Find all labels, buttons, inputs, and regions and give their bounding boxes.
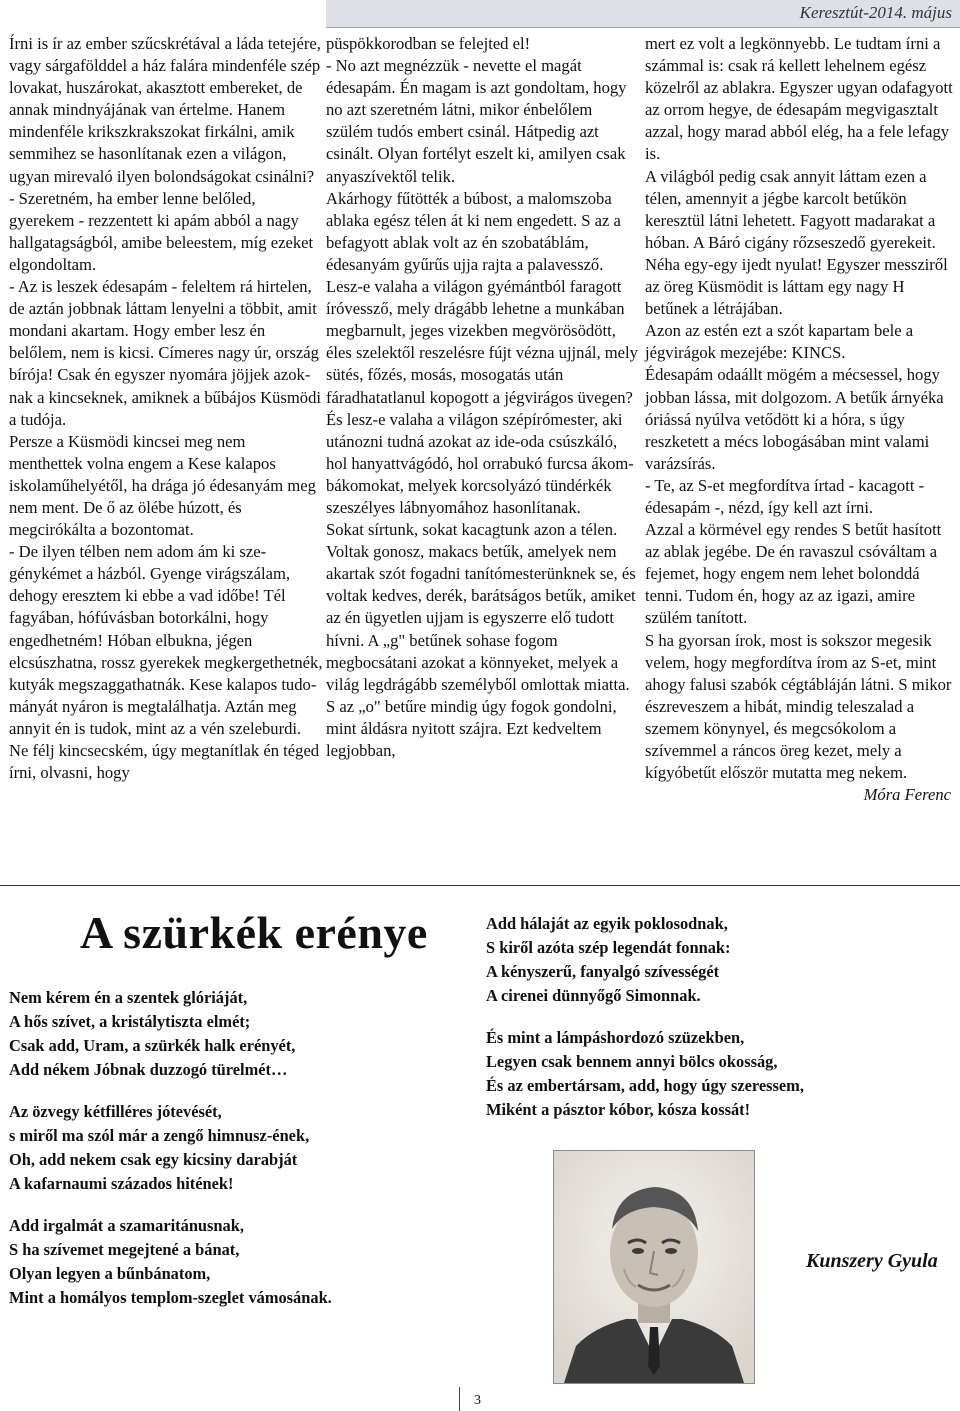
header-bar — [326, 0, 960, 28]
paragraph: Édesapám odaállt mögém a mécsessel, hogy jobban lássa, mit dolgozom. A betűk árnyéka óriássá nyúlva vetődött ki a hóra, s úgy reszketett a mécs lobogásában mint valami varázsírás. — [645, 365, 944, 473]
poem-title: A szürkék erénye — [80, 907, 428, 958]
paragraph: Akárhogy fűtötték a búbost, a malomszoba ablaka egész télen át ki nem engedett. S az a befagyott ablak volt az én szobatáblám, édesanyám gyűrűs ujja rajta a palavessző. Lesz-e valaha a világon gyémántból faragott íróvessző, mely drágább lehetne a munkában megbarnult, jeges vizekben megvörösödött, éles szelektől reszelésre fújt vézna ujjnál, mely sütés, főzés, mosás, mosogatás után fáradhatatlanul kopogott a jégvirágos üvegen? És lesz-e valaha a világon szépírómester, aki utánozni tudná azokat az ide-oda csúszkáló, hol hanyattvágódó, hol orrabukó furcsa ákom-bákomokat, melyek korcsolyázó tündérkék szeszélyes lábnyomához hasonlítanak. — [326, 188, 638, 517]
poem-line: s miről ma szól már a zengő himnusz-ének, — [9, 1126, 310, 1145]
issue-label: Keresztút-2014. május — [799, 3, 952, 22]
paragraph: A világból pedig csak annyit láttam ezen a télen, amennyit a jégbe karcolt betűkön keresztül látni lehetett. Fagyott madarakat a hóban. A Báró cigány rőzseszedő gyerekeit. Néha egy-egy ijedt nyulat! Egyszer messziről az öreg Küsmödit is láttam egy nagy H betűnek a létrájában. — [645, 166, 948, 319]
poem-line: Mint a homályos templom-szeglet vámosának. — [9, 1288, 332, 1307]
poem-right-column — [486, 912, 956, 1140]
paragraph: S ha gyorsan írok, most is sokszor megesik velem, hogy megfordítva írom az S-et, mint ahogy falusi szabók cégtábláján látni. S mikor észreveszem a hibát, mindig teleszalad a szemem könynyel, és megcsókolom a szívemmel a ráncos öreg kezet, mely a kígyóbetűt először mutatta meg nekem. — [645, 630, 952, 783]
paragraph: Persze a Küsmödi kincsei meg nem menthettek volna engem a Kese kalapos iskolaműhelyétől, ha drága jó édesanyám meg nem ment. De ő az ölébe húzott, és megcirókálta a bozontomat. — [9, 431, 316, 540]
paragraph: Sokat sírtunk, sokat kacagtunk azon a télen. Voltak gonosz, makacs betűk, amelyek nem akartak szót fogadni tanítómesterünknek se, és voltak kedves, derék, barátságos betűk, amiket az én ügyetlen ujjam is egyszerre elő tudott hívni. A „g" betűnek sohase fogom megbocsátani azokat a könnyeket, melyek a világ legdrágább személyből omlottak miatta. S az „o" betűre mindig úgy fogok gondolni, mint áldásra nyitott szájra. Ezt kedveltem legjobban, — [326, 520, 636, 760]
paragraph: mert ez volt a legkönnyebb. Le tudtam írni a számmal is: csak rá kellett lehelnem egész közelről az ablakra. Egyszer ugyan odafagyott az orrom hegye, de édesapám megvigasztalt azzal, hogy marad abból elég, ha a fele lefagy is. — [645, 34, 953, 164]
poem-line: Add nékem Jóbnak duzzogó türelmét… — [9, 1060, 288, 1079]
section-divider — [0, 885, 960, 886]
poem-line: Az özvegy kétfilléres jótevését, — [9, 1102, 222, 1121]
poem-line: S ha szívemet megejtené a bánat, — [9, 1240, 240, 1259]
article-signature: Móra Ferenc — [863, 785, 951, 805]
poem-line: S kiről azóta szép legendát fonnak: — [486, 938, 731, 957]
article-column-2 — [326, 33, 638, 762]
poet-portrait-photo — [553, 1150, 755, 1384]
article-column-3 — [645, 33, 955, 806]
poem-line: Nem kérem én a szentek glóriáját, — [9, 988, 248, 1007]
poem-line: A cirenei dünnyőgő Simonnak. — [486, 986, 701, 1005]
poem-stanza — [486, 912, 956, 1008]
poem-line: Add hálaját az egyik poklosodnak, — [486, 914, 728, 933]
poem-line: A kényszerű, fanyalgó szívességét — [486, 962, 720, 981]
paragraph: Írni is ír az ember szűcskrétával a láda tetejére, vagy sárgafölddel a ház falára mindenféle szép lovakat, huszárokat, akasztott embereket, de annak mindnyájának van értelme. Hanem mindenféle krikszkrakszokat firkálni, amik semmihez se hasonlítanak ezen a világon, ugyan mirevaló ilyen bolondságokat csinálni? — [9, 34, 321, 186]
poem-line: Olyan legyen a bűnbánatom, — [9, 1264, 211, 1283]
paragraph: Azon az estén ezt a szót kapartam bele a jégvirágok mezejébe: KINCS. — [645, 321, 914, 363]
poem-line: Miként a pásztor kóbor, kósza kossát! — [486, 1100, 751, 1119]
paragraph: - Az is leszek édesapám - feleltem rá hirtelen, de aztán jobbnak láttam lenyelni a többit, amit mondani akartam. Hogy ember lesz én belőlem, nem is kicsi. Címeres nagy úr, ország bírója! Csak én egyszer nyomára jöjjek azoknak a kincseknek, amiknek a bűbájos Küsmödi a tudója. — [9, 277, 321, 429]
poem-line: És az embertársam, add, hogy úgy szeressem, — [486, 1076, 804, 1095]
poem-stanza — [9, 986, 479, 1082]
poem-line: Oh, add nekem csak egy kicsiny darabját — [9, 1150, 298, 1169]
portrait-illustration — [554, 1151, 754, 1383]
page-number-rule — [459, 1387, 460, 1411]
paragraph: - No azt megnézzük - nevette el magát édesapám. Én magam is azt gondoltam, hogy no azt szeretném látni, mikor énbelőlem szülém tudós embert csinál. Hátpedig azt csinált. Olyan fortélyt eszelt ki, amilyen csak anyaszívektől telik. — [326, 56, 627, 186]
poem-stanza — [9, 1214, 479, 1310]
poem-line: A hős szívet, a kristálytiszta elmét; — [9, 1012, 251, 1031]
poem-line: Add irgalmát a szamaritánusnak, — [9, 1216, 244, 1235]
poem-line: Legyen csak bennem annyi bölcs okosság, — [486, 1052, 778, 1071]
paragraph: - Szeretném, ha ember lenne belőled, gyerekem - rezzentett ki apám abból a nagy hallgatagságból, amibe beleestem, míg ezeket elgondoltam. — [9, 188, 314, 274]
paragraph: - Te, az S-et megfordítva írtad - kacagott - édesapám -, nézd, így kell azt írni. — [645, 475, 925, 517]
page-number: 3 — [474, 1393, 481, 1408]
paragraph: püspökkorodban se felejted el! — [326, 34, 531, 53]
paragraph: Azzal a körmével egy rendes S betűt hasított az ablak jegébe. De én ravaszul csóváltam a fejemet, hogy engem nem lehet bolonddá tenni. Tudom én, hogy az az igazi, amire szülém tanított. — [645, 520, 942, 628]
poem-line: Csak add, Uram, a szürkék halk erényét, — [9, 1036, 296, 1055]
poem-line: A kafarnaumi százados hitének! — [9, 1174, 234, 1193]
poem-author: Kunszery Gyula — [806, 1250, 938, 1272]
article-column-1 — [9, 33, 323, 784]
paragraph: - De ilyen télben nem adom ám ki szegénykémet a házból. Gyenge virágszálam, dehogy eresztem ki ebbe a vad időbe! Tél fagyában, hófúvásban botorkálni, hogy engedhetném! Hóban elbukna, jégen elcsúszhatna, rossz gyerekek megkergethetnék, kutyák megszaggathatnák. Kese kalapos tudományát nyáron is megtalálhatja. Aztán meg annyit én is tudok, mint az a vén szeleburdi. Ne félj kincsecském, úgy megtanítlak én téged írni, olvasni, hogy — [9, 542, 323, 783]
poem-left-column — [9, 986, 479, 1328]
poem-stanza — [486, 1026, 956, 1122]
poem-stanza — [9, 1100, 479, 1196]
poem-line: És mint a lámpáshordozó szüzekben, — [486, 1028, 745, 1047]
